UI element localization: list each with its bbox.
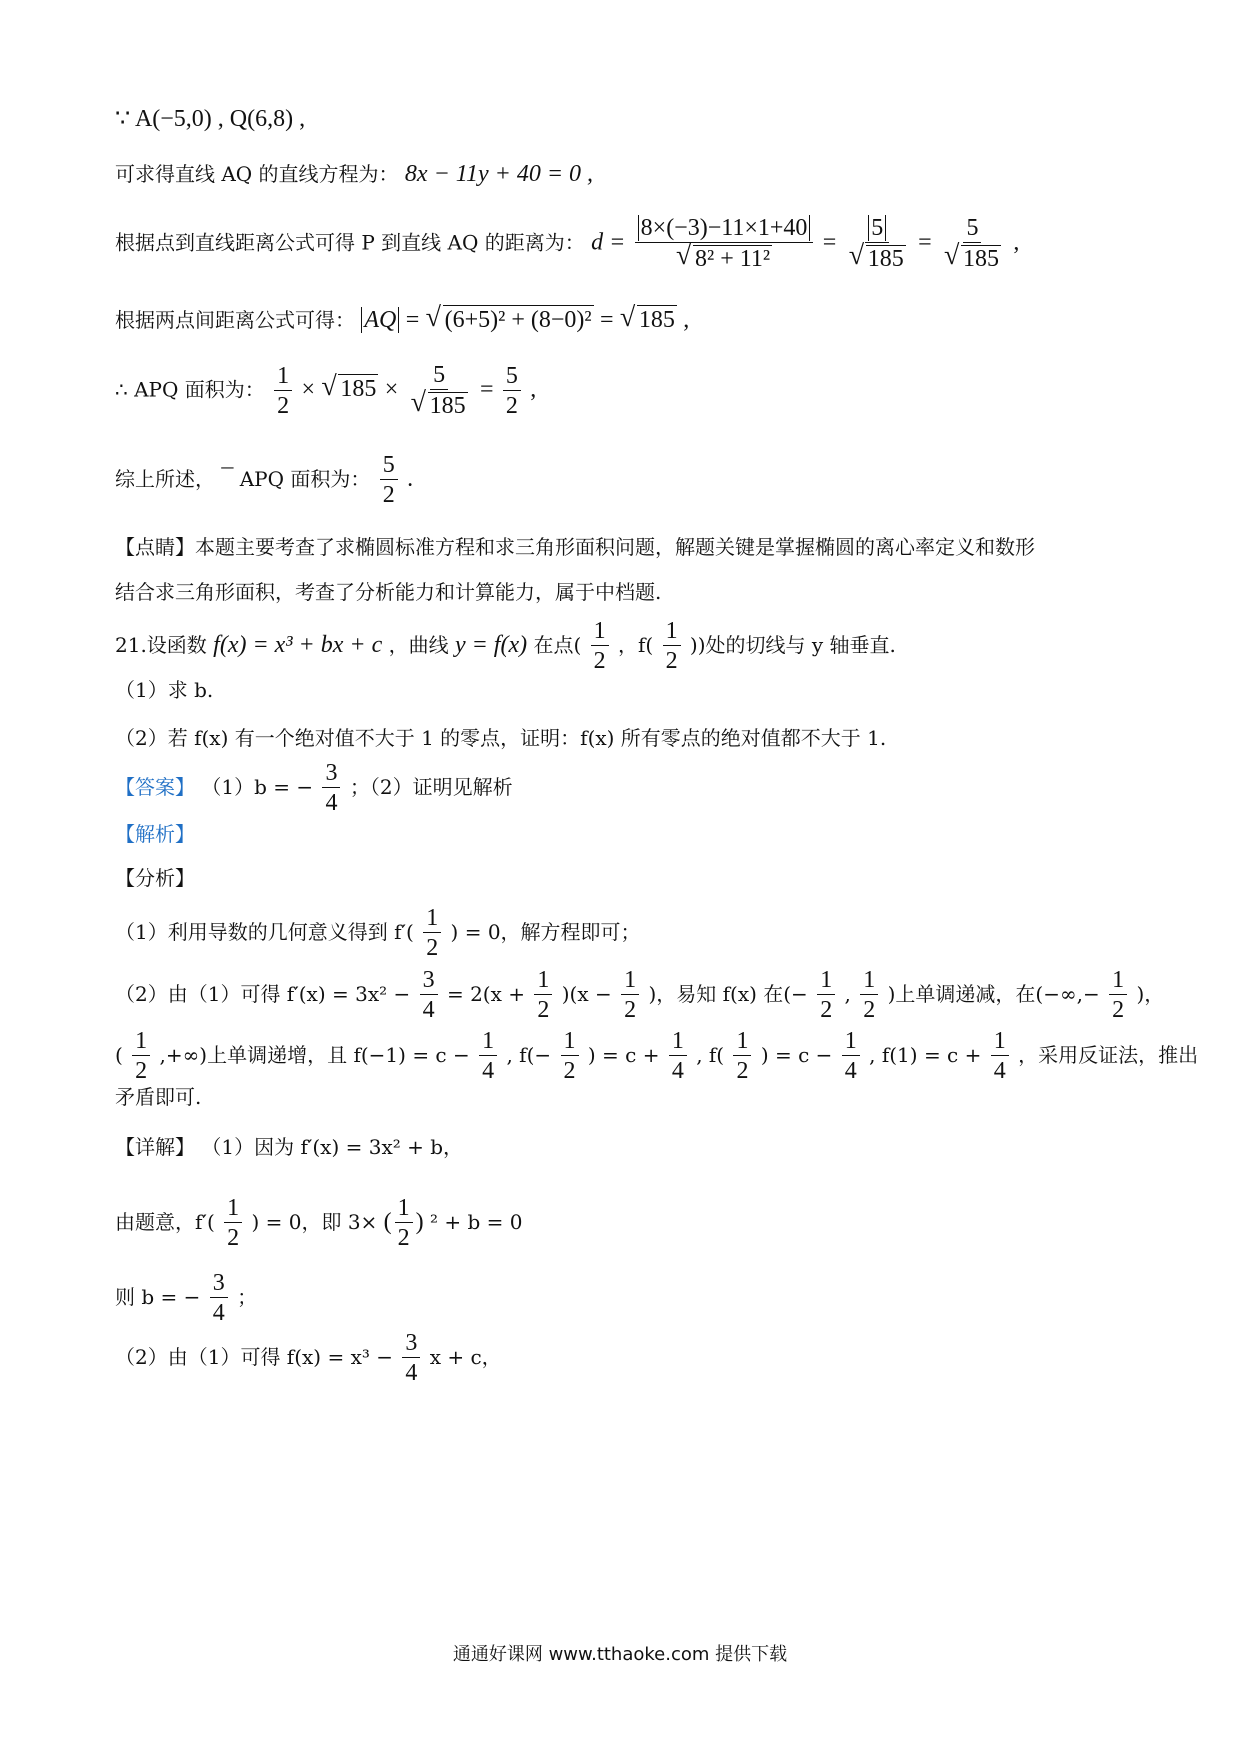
fraction bbox=[210, 1270, 228, 1327]
analysis-tag: 【解析】 bbox=[115, 822, 195, 846]
detail-line bbox=[115, 1135, 463, 1159]
numerator: 1 bbox=[423, 905, 441, 933]
text: ，f( bbox=[617, 632, 654, 657]
numerator: 1 bbox=[991, 1028, 1009, 1056]
equation: y = f(x) bbox=[454, 631, 528, 658]
text: 在点( bbox=[533, 632, 582, 657]
text: , f(− bbox=[506, 1042, 552, 1067]
text: ；（2）证明见解析 bbox=[349, 774, 513, 799]
fraction bbox=[503, 363, 521, 420]
numerator: 5 bbox=[503, 363, 521, 391]
denominator: 4 bbox=[212, 1300, 225, 1327]
text: ) = c + bbox=[587, 1042, 660, 1067]
text: , bbox=[844, 981, 851, 1006]
fraction bbox=[423, 905, 441, 962]
text: ，曲线 bbox=[388, 632, 449, 657]
numerator: 1 bbox=[860, 967, 878, 995]
denominator: 2 bbox=[665, 648, 678, 675]
text: （1）利用导数的几何意义得到 f′( bbox=[115, 919, 414, 944]
denominator: 4 bbox=[325, 790, 338, 817]
denominator: 2 bbox=[505, 392, 518, 419]
fraction bbox=[669, 1028, 687, 1085]
text: （1）b = − bbox=[201, 774, 314, 799]
text: ,+∞)上单调递增，且 f(−1) = c − bbox=[159, 1042, 470, 1067]
sub-question: （1）求 b. bbox=[115, 678, 214, 702]
text: ，采用反证法，推出 bbox=[1018, 1042, 1199, 1067]
radicand: (6+5)² + (8−0)² bbox=[444, 307, 592, 333]
fraction bbox=[842, 1028, 860, 1085]
denominator: 4 bbox=[405, 1360, 418, 1387]
text-line: 根据点到直线距离公式可得 P 到直线 AQ 的距离为： d = 8×(−3)−11×1+40 √ 8² + 11² = 5 √ 185 = 5 √ 185 , bbox=[115, 215, 1019, 273]
text-line: 根据两点间距离公式可得： AQ = √ (6+5)² + (8−0)² = √ 185 , bbox=[115, 305, 689, 335]
fraction bbox=[420, 967, 438, 1024]
fraction bbox=[635, 215, 814, 273]
text-line bbox=[115, 160, 593, 189]
denominator: 2 bbox=[863, 997, 876, 1024]
fraction bbox=[860, 967, 878, 1024]
analysis-line bbox=[115, 1028, 1198, 1085]
denominator: 2 bbox=[624, 997, 637, 1024]
text: )上单调递减，在(−∞,− bbox=[887, 981, 1100, 1006]
denominator: 185 bbox=[429, 393, 466, 420]
text: 则 b = − bbox=[115, 1284, 201, 1309]
numerator: 1 bbox=[479, 1028, 497, 1056]
fraction bbox=[733, 1028, 751, 1085]
fraction bbox=[621, 967, 639, 1024]
fraction bbox=[846, 215, 909, 273]
fraction bbox=[224, 1195, 242, 1252]
numerator: 1 bbox=[274, 363, 292, 391]
text: 综上所述， bbox=[115, 466, 215, 491]
denominator: 2 bbox=[537, 997, 550, 1024]
text: （1）因为 f′(x) = 3x² + b， bbox=[201, 1135, 464, 1159]
text: 可求得直线 AQ 的直线方程为： bbox=[115, 162, 399, 186]
equation: 8x − 11y + 40 = 0 , bbox=[404, 161, 594, 187]
denominator: 4 bbox=[482, 1058, 495, 1085]
numerator: 5 bbox=[868, 215, 886, 241]
text: ) = 0，解方程即可； bbox=[450, 919, 641, 944]
text-line: 综上所述， ¯ APQ 面积为： $\frac{5}{2}$ . bbox=[115, 452, 414, 509]
text: x + c， bbox=[429, 1344, 502, 1369]
denominator: 4 bbox=[844, 1058, 857, 1085]
numerator: 1 bbox=[591, 618, 609, 646]
text: 根据点到直线距离公式可得 P 到直线 AQ 的距离为： bbox=[115, 230, 585, 255]
text: )(x − bbox=[561, 981, 612, 1006]
denominator: 2 bbox=[382, 482, 395, 509]
denominator: 2 bbox=[563, 1058, 576, 1085]
fraction bbox=[817, 967, 835, 1024]
text: （2）由（1）可得 f(x) = x³ − bbox=[115, 1344, 393, 1369]
fraction bbox=[663, 618, 681, 675]
text: APQ 面积为： bbox=[239, 466, 371, 491]
denominator: 8² + 11² bbox=[695, 246, 771, 273]
fraction bbox=[322, 760, 340, 817]
numerator: 1 bbox=[733, 1028, 751, 1056]
denominator: 2 bbox=[227, 1225, 240, 1252]
denominator: 185 bbox=[867, 246, 904, 273]
numerator: 1 bbox=[132, 1028, 150, 1056]
denominator: 2 bbox=[820, 997, 833, 1024]
numerator: 1 bbox=[561, 1028, 579, 1056]
text: 由题意，f′( bbox=[115, 1209, 215, 1234]
text: , f(1) = c + bbox=[869, 1042, 982, 1067]
denominator: 2 bbox=[397, 1225, 410, 1252]
fraction bbox=[132, 1028, 150, 1085]
fraction bbox=[591, 618, 609, 675]
fraction bbox=[380, 452, 398, 509]
denominator: 2 bbox=[426, 935, 439, 962]
detail-line: 由题意，f′( $\frac{1}{2}$ ) = 0，即 3× ( $\frac{1}{2}$ ) ² + b = 0 bbox=[115, 1195, 523, 1252]
numerator: 1 bbox=[224, 1195, 242, 1223]
numerator: 3 bbox=[210, 1270, 228, 1298]
text-line: ∴ APQ 面积为： $\frac{1}{2}$ × √ 185 × 5 √ 185 = $\frac{5}{2}$ , bbox=[115, 362, 536, 420]
denominator: 4 bbox=[671, 1058, 684, 1085]
question-stem bbox=[115, 618, 896, 675]
fraction bbox=[408, 362, 471, 420]
text: ))处的切线与 y 轴垂直. bbox=[689, 632, 896, 657]
numerator: 3 bbox=[322, 760, 340, 788]
fraction bbox=[991, 1028, 1009, 1085]
numerator: 5 bbox=[380, 452, 398, 480]
denominator: 185 bbox=[962, 246, 999, 273]
denominator: 2 bbox=[736, 1058, 749, 1085]
denominator: 2 bbox=[593, 648, 606, 675]
denominator: 2 bbox=[1112, 997, 1125, 1024]
fraction bbox=[479, 1028, 497, 1085]
fraction bbox=[395, 1195, 413, 1252]
text: = 2(x + bbox=[446, 981, 526, 1006]
text: 根据两点间距离公式可得： bbox=[115, 308, 355, 332]
detail-line bbox=[115, 1330, 502, 1387]
text: ) = c − bbox=[760, 1042, 833, 1067]
detail-line bbox=[115, 1270, 257, 1327]
analysis-line: 矛盾即可. bbox=[115, 1085, 202, 1109]
text: （2）由（1）可得 f′(x) = 3x² − bbox=[115, 981, 411, 1006]
denominator: 2 bbox=[135, 1058, 148, 1085]
numerator: 1 bbox=[663, 618, 681, 646]
fraction bbox=[941, 215, 1004, 273]
answer-tag: 【答案】 bbox=[115, 774, 195, 799]
numerator: 1 bbox=[534, 967, 552, 995]
text: ) = 0，即 3× bbox=[251, 1209, 378, 1234]
equation: f(x) = x³ + bx + c bbox=[213, 631, 383, 658]
denominator: 4 bbox=[993, 1058, 1006, 1085]
numerator: 1 bbox=[1109, 967, 1127, 995]
numerator: 1 bbox=[621, 967, 639, 995]
numerator: 3 bbox=[420, 967, 438, 995]
text: ∴ APQ 面积为： bbox=[115, 377, 265, 402]
text: 21.设函数 bbox=[115, 632, 207, 657]
analysis-line bbox=[115, 967, 1164, 1024]
numerator: 3 bbox=[402, 1330, 420, 1358]
fraction bbox=[1109, 967, 1127, 1024]
numerator: 5 bbox=[963, 215, 981, 243]
fraction bbox=[274, 363, 292, 420]
sub-question: （2）若 f(x) 有一个绝对值不大于 1 的零点，证明：f(x) 所有零点的绝对值都不大于 1. bbox=[115, 726, 887, 750]
numerator: 8×(−3)−11×1+40 bbox=[638, 215, 811, 241]
analysis-line bbox=[115, 905, 641, 962]
fraction bbox=[402, 1330, 420, 1387]
numerator: 1 bbox=[669, 1028, 687, 1056]
text: )，易知 f(x) 在(− bbox=[648, 981, 808, 1006]
denominator: 4 bbox=[422, 997, 435, 1024]
page-footer: 通通好课网 www.tthaoke.com 提供下载 bbox=[452, 1644, 788, 1665]
text: )， bbox=[1136, 981, 1165, 1006]
fraction bbox=[561, 1028, 579, 1085]
text: ( bbox=[115, 1042, 123, 1067]
numerator: 5 bbox=[430, 362, 448, 390]
variable: d = bbox=[591, 229, 626, 256]
numerator: 1 bbox=[842, 1028, 860, 1056]
text: ； bbox=[237, 1284, 258, 1309]
answer-line bbox=[115, 760, 513, 817]
comment-line: 结合求三角形面积，考查了分析能力和计算能力，属于中档题. bbox=[115, 580, 662, 604]
result: 185 bbox=[638, 307, 675, 333]
text: , f( bbox=[696, 1042, 725, 1067]
detail-tag: 【详解】 bbox=[115, 1135, 195, 1159]
text: ² + b = 0 bbox=[430, 1209, 523, 1234]
fraction bbox=[534, 967, 552, 1024]
text-line: ∵ A(−5,0) , Q(6,8) , bbox=[115, 106, 306, 132]
numerator: 1 bbox=[395, 1195, 413, 1223]
segment-length: AQ bbox=[361, 307, 399, 333]
fenxi-tag: 【分析】 bbox=[115, 866, 195, 890]
radical: 185 bbox=[340, 376, 377, 403]
denominator: 2 bbox=[277, 392, 290, 419]
numerator: 1 bbox=[817, 967, 835, 995]
comment-line: 【点睛】本题主要考查了求椭圆标准方程和求三角形面积问题，解题关键是掌握椭圆的离心率定义和数形 bbox=[115, 535, 1035, 559]
